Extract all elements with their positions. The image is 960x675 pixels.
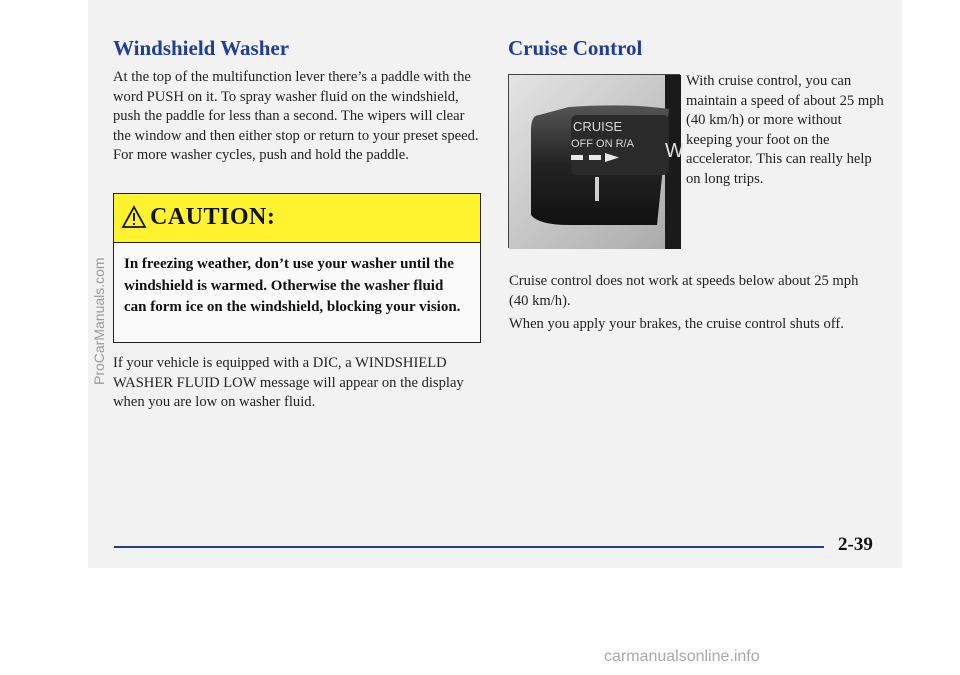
heading-windshield-washer: Windshield Washer [113,36,290,60]
washer-paragraph: At the top of the multifunction lever there’s a paddle with the word PUSH on it. To spray washer fluid on the windshield, push the paddle for less than a second. The wipers will clear the window and then either stop or return to your preset speed. For more washer cycles, push and hold the paddle. [113,69,479,163]
watermark-bottom: carmanualsonline.info [604,648,760,665]
page-number: 2-39 [838,534,873,555]
caution-box [113,193,481,343]
cruise-brake-paragraph: When you apply your brakes, the cruise control shuts off. [509,316,844,332]
caution-header [114,194,480,243]
caution-text: In freezing weather, don’t use your washer until the windshield is warmed. Otherwise the washer fluid can form ice on the windshield, blocking your vision. [124,256,461,315]
cruise-intro-paragraph: With cruise control, you can maintain a speed of about 25 mph (40 km/h) or more without keeping your foot on the accelerator. This can really help on long trips. [686,73,884,187]
caution-title: CAUTION: [150,204,276,230]
dic-paragraph: If your vehicle is equipped with a DIC, a WINDSHIELD WASHER FLUID LOW message will appear on the display when you are low on washer fluid. [113,355,464,410]
cruise-lever-illustration [509,75,684,249]
cruise-lever-photo [508,74,684,248]
cruise-speed-paragraph: Cruise control does not work at speeds below about 25 mph (40 km/h). [509,273,859,309]
warning-triangle-icon [122,206,146,228]
footer-rule [114,546,824,548]
photo-side-letter: W [665,140,684,162]
photo-label-off-on-ra: OFF ON R/A [571,138,634,150]
photo-label-cruise: CRUISE [573,119,623,134]
heading-cruise-control: Cruise Control [508,36,643,60]
watermark-left: ProCarManuals.com [91,257,107,385]
